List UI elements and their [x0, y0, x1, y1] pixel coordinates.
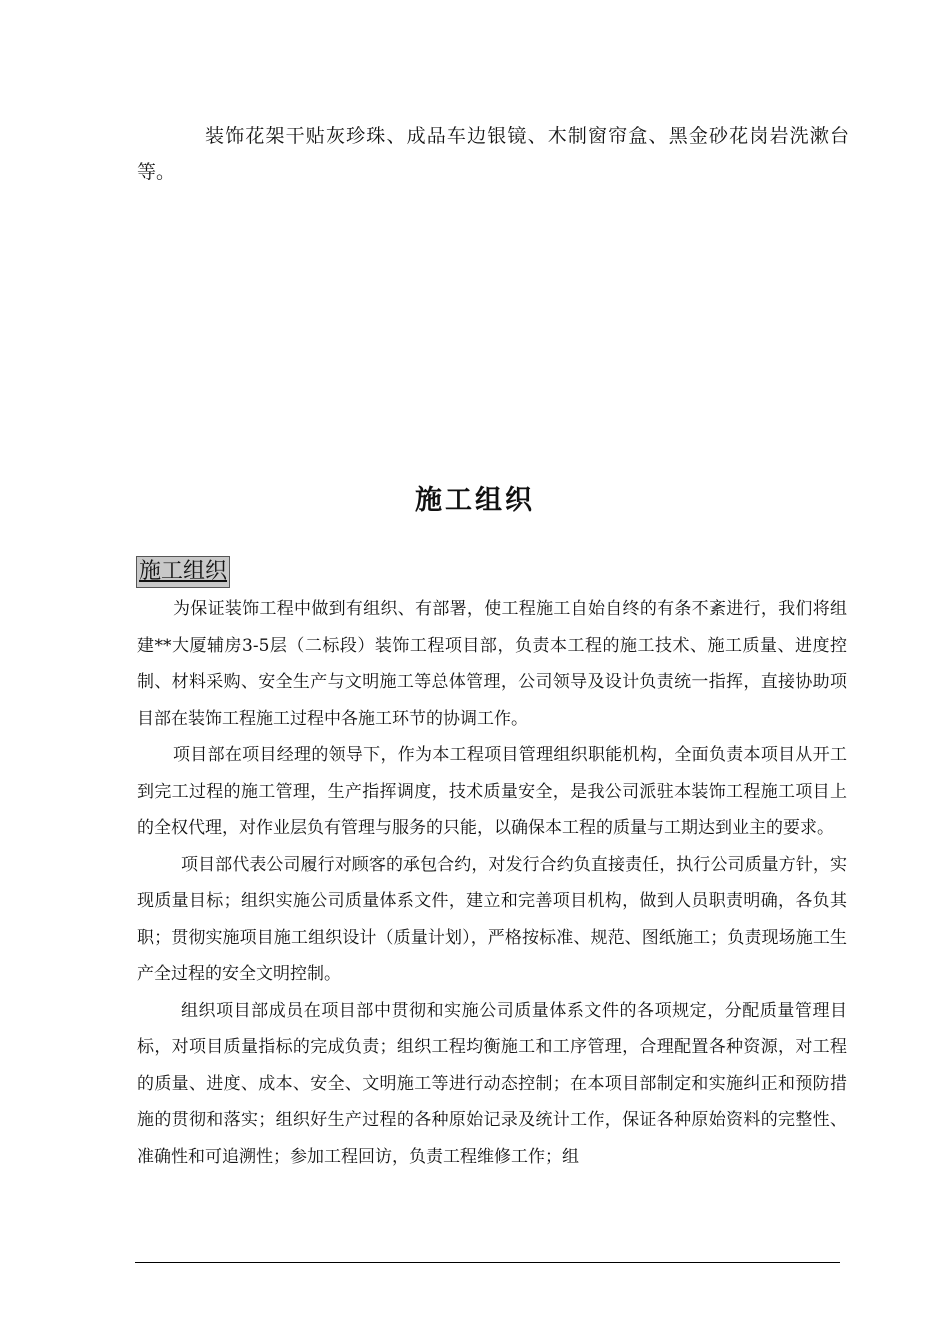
page-title: 施工组织 [415, 485, 535, 516]
body-paragraph-1: 为保证装饰工程中做到有组织、有部署，使工程施工自始自终的有条不紊进行，我们将组建**大厦辅房3-5层（二标段）装饰工程项目部，负责本工程的施工技术、施工质量、进度控制、材料采购、安全生产与文明施工等总体管理，公司领导及设计负责统一指挥，直接协助项目部在装饰工程施工过程中各施工环节的协调工作。 [137, 599, 847, 729]
body-paragraph-2: 项目部在项目经理的领导下，作为本工程项目管理组织职能机构，全面负责本项目从开工到完工过程的施工管理，生产指挥调度，技术质量安全，是我公司派驻本装饰工程施工项目上的全权代理，对作业层负有管理与服务的只能，以确保本工程的质量与工期达到业主的要求。 [137, 745, 847, 838]
section-body [137, 591, 847, 1175]
body-paragraph-3: 项目部代表公司履行对顾客的承包合约，对发行合约负直接责任，执行公司质量方针，实现质量目标；组织实施公司质量体系文件，建立和完善项目机构，做到人员职责明确，各负其职；贯彻实施项目施工组织设计（质量计划），严格按标准、规范、图纸施工；负责现场施工生产全过程的安全文明控制。 [137, 854, 847, 984]
section-heading: 施工组织 [136, 556, 230, 588]
intro-paragraph: 装饰花架干贴灰珍珠、成品车边银镜、木制窗帘盒、黑金砂花岗岩洗漱台等。 [137, 125, 849, 183]
body-paragraph-4: 组织项目部成员在项目部中贯彻和实施公司质量体系文件的各项规定，分配质量管理目标，对项目质量指标的完成负责；组织工程均衡施工和工序管理，合理配置各种资源，对工程的质量、进度、成本、安全、文明施工等进行动态控制；在本项目部制定和实施纠正和预防措施的贯彻和落实；组织好生产过程的各种原始记录及统计工作，保证各种原始资料的完整性、准确性和可追溯性；参加工程回访，负责工程维修工作；组 [137, 1000, 847, 1167]
footer-divider [135, 1262, 840, 1263]
